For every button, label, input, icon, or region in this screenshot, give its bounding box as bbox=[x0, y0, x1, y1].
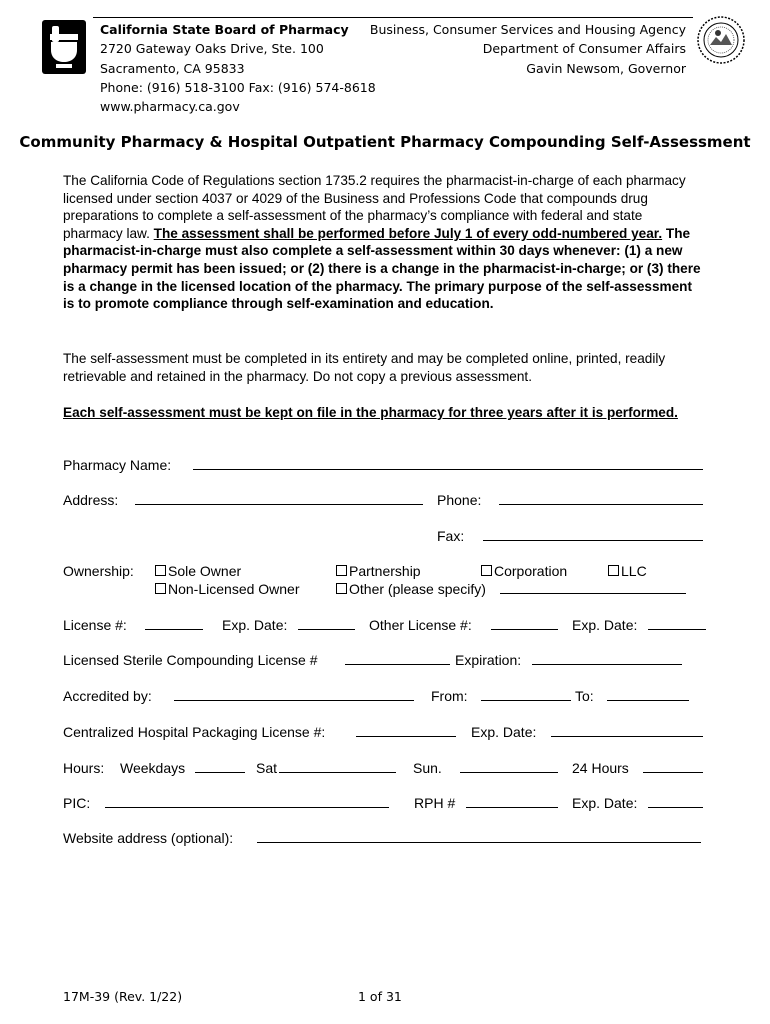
centralized-field[interactable] bbox=[356, 724, 456, 740]
sun-label: Sun. bbox=[413, 760, 442, 776]
address-line2: Sacramento, CA 95833 bbox=[100, 60, 245, 76]
llc-label: LLC bbox=[621, 563, 647, 579]
intro-text: The California Code of Regulations section 1735.2 requires the pharmacist-in-charge of each pharmacy licensed under section 4037 or 4029 of the Business and Professions Code that compounds drug preparations to complete a self-assessment of the pharmacy’s compliance with federal and state pharmacy law. bbox=[63, 173, 686, 241]
expiration-field[interactable] bbox=[532, 652, 682, 668]
rph-field[interactable] bbox=[466, 795, 558, 811]
address-label: Address: bbox=[63, 492, 119, 508]
phone-fax: Phone: (916) 518-3100 Fax: (916) 574-8618 bbox=[100, 79, 376, 95]
website-label: Website address (optional): bbox=[63, 830, 234, 846]
fax-label: Fax: bbox=[437, 528, 465, 544]
hours24-field[interactable] bbox=[643, 760, 703, 776]
sole-owner-checkbox[interactable] bbox=[155, 563, 241, 579]
mortar-pestle-icon bbox=[42, 20, 86, 74]
other-license-label: Other License #: bbox=[369, 617, 472, 633]
phone-label: Phone: bbox=[437, 492, 482, 508]
page-title: Community Pharmacy & Hospital Outpatient Pharmacy Compounding Self-Assessment bbox=[19, 133, 751, 151]
board-address-block bbox=[100, 20, 376, 116]
other-ownership-field[interactable] bbox=[500, 581, 686, 597]
rph-label: RPH # bbox=[414, 795, 456, 811]
to-field[interactable] bbox=[607, 688, 689, 704]
llc-checkbox[interactable] bbox=[608, 563, 647, 579]
weekdays-field[interactable] bbox=[195, 760, 245, 776]
pic-requirement-text: The pharmacist-in-charge must also complete a self-assessment within 30 days whenever: (1) a new pharmacy permit has been issued; or (2) there is a change in the pharmacist-in-charge; or (3) there is a change in the licensed location of the pharmacy. The primary purpose of the self-assessment is to promote compliance through self-examination and education. bbox=[63, 225, 701, 312]
agency-line1: Business, Consumer Services and Housing Agency bbox=[369, 22, 686, 37]
board-name: California State Board of Pharmacy bbox=[100, 22, 349, 37]
partnership-checkbox[interactable] bbox=[336, 563, 421, 579]
other-ownership-checkbox[interactable] bbox=[336, 581, 486, 597]
from-label: From: bbox=[431, 688, 468, 704]
pic-exp-label: Exp. Date: bbox=[572, 795, 638, 811]
sterile-license-field[interactable] bbox=[345, 652, 450, 668]
license-exp-field[interactable] bbox=[298, 617, 355, 633]
centralized-label: Centralized Hospital Packaging License #: bbox=[63, 724, 326, 740]
other-specify-label: Other (please specify) bbox=[349, 581, 486, 597]
license-exp-label: Exp. Date: bbox=[222, 617, 288, 633]
partnership-label: Partnership bbox=[349, 563, 421, 579]
retention-paragraph: Each self-assessment must be kept on file in the pharmacy for three years after it is performed. bbox=[63, 405, 678, 420]
sterile-license-label: Licensed Sterile Compounding License # bbox=[63, 652, 318, 668]
phone-field[interactable] bbox=[499, 492, 703, 508]
sat-label: Sat bbox=[256, 760, 278, 776]
accredited-by-field[interactable] bbox=[174, 688, 414, 704]
hours24-label: 24 Hours bbox=[572, 760, 629, 776]
agency-block bbox=[370, 20, 686, 78]
agency-line3: Gavin Newsom, Governor bbox=[526, 60, 686, 76]
hours-label: Hours: bbox=[63, 760, 105, 776]
expiration-label: Expiration: bbox=[455, 652, 522, 668]
completion-paragraph: The self-assessment must be completed in its entirety and may be completed online, printed, readily retrievable and retained in the pharmacy. Do not copy a previous assessment. bbox=[63, 351, 666, 384]
accredited-by-label: Accredited by: bbox=[63, 688, 152, 704]
address-field[interactable] bbox=[135, 492, 423, 508]
license-label: License #: bbox=[63, 617, 127, 633]
deadline-text: The assessment shall be performed before July 1 of every odd-numbered year. bbox=[153, 225, 663, 241]
intro-paragraph bbox=[63, 172, 703, 313]
sat-field[interactable] bbox=[279, 760, 396, 776]
pic-exp-field[interactable] bbox=[648, 795, 703, 811]
state-seal-icon bbox=[696, 15, 746, 65]
pharmacy-name-field[interactable] bbox=[193, 457, 703, 473]
pic-field[interactable] bbox=[105, 795, 389, 811]
to-label: To: bbox=[575, 688, 594, 704]
corporation-label: Corporation bbox=[494, 563, 568, 579]
non-licensed-owner-checkbox[interactable] bbox=[155, 581, 300, 597]
website-link[interactable]: www.pharmacy.ca.gov bbox=[100, 99, 240, 115]
centralized-exp-field[interactable] bbox=[551, 724, 703, 740]
pic-label: PIC: bbox=[63, 795, 91, 811]
license-field[interactable] bbox=[145, 617, 203, 633]
other-license-exp-field[interactable] bbox=[648, 617, 706, 633]
fax-field[interactable] bbox=[483, 528, 703, 544]
header-rule bbox=[93, 17, 693, 18]
website-field[interactable] bbox=[257, 830, 701, 846]
page-number: 1 of 31 bbox=[358, 989, 402, 1004]
centralized-exp-label: Exp. Date: bbox=[471, 724, 537, 740]
address-line1: 2720 Gateway Oaks Drive, Ste. 100 bbox=[100, 41, 324, 57]
ownership-label: Ownership: bbox=[63, 563, 134, 579]
pharmacy-name-label: Pharmacy Name: bbox=[63, 457, 172, 473]
agency-line2: Department of Consumer Affairs bbox=[482, 41, 686, 57]
sun-field[interactable] bbox=[460, 760, 558, 776]
other-license-exp-label: Exp. Date: bbox=[572, 617, 638, 633]
sole-owner-label: Sole Owner bbox=[168, 563, 242, 579]
weekdays-label: Weekdays bbox=[120, 760, 186, 776]
non-licensed-owner-label: Non-Licensed Owner bbox=[168, 581, 300, 597]
from-field[interactable] bbox=[481, 688, 571, 704]
other-license-field[interactable] bbox=[491, 617, 558, 633]
form-id: 17M-39 (Rev. 1/22) bbox=[63, 989, 183, 1004]
corporation-checkbox[interactable] bbox=[481, 563, 567, 579]
